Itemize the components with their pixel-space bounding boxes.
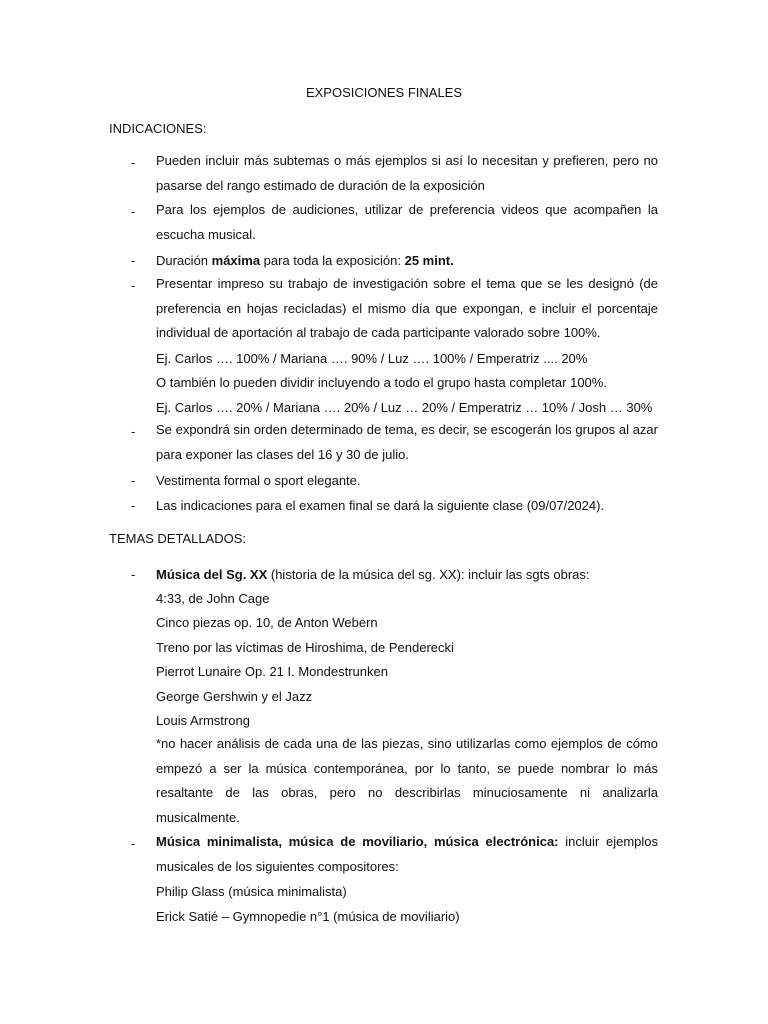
bullet-dash: - xyxy=(131,473,136,488)
indicacion-7: Las indicaciones para el examen final se dará la siguiente clase (09/07/2024). xyxy=(156,498,605,513)
indicacion-4: Presentar impreso su trabajo de investigación sobre el tema que se les designó (de preferencia en hojas recicladas) el mismo día que expongan, e incluir el porcentaje individual de aportación al trabajo de cada participante valorado sobre 100%. xyxy=(156,276,658,340)
tema-1-work: Cinco piezas op. 10, de Anton Webern xyxy=(156,615,378,630)
indicacion-5: Se expondrá sin orden determinado de tema, es decir, se escogerán los grupos al azar para exponer las clases del 16 y 30 de julio. xyxy=(156,422,658,462)
tema-1-desc: (historia de la música del sg. XX): incluir las sgts obras: xyxy=(267,567,590,582)
tema-1-work: George Gershwin y el Jazz xyxy=(156,689,313,704)
tema-2-desc: incluir ejemplos musicales de los siguientes compositores: xyxy=(156,834,659,874)
indicacion-3 xyxy=(156,252,658,270)
temas-heading: TEMAS DETALLADOS: xyxy=(109,531,247,546)
indicaciones-heading: INDICACIONES: xyxy=(109,121,207,136)
tema-1-work: Treno por las víctimas de Hiroshima, de Penderecki xyxy=(156,640,454,655)
bullet-dash: - xyxy=(131,567,136,582)
bullet-dash: - xyxy=(131,278,136,293)
duracion-valor: 25 mint. xyxy=(404,253,454,268)
bullet-dash: - xyxy=(131,204,136,219)
bullet-dash: - xyxy=(131,498,136,513)
indicacion-6: Vestimenta formal o sport elegante. xyxy=(156,473,361,488)
tema-2-work: Philip Glass (música minimalista) xyxy=(156,884,347,899)
bullet-dash: - xyxy=(131,253,136,268)
tema-1-note: *no hacer análisis de cada una de las piezas, sino utilizarlas como ejemplos de cómo empezó a ser la música contemporánea, por lo tanto, se puede nombrar lo más resaltante de las obras, pero no describirlas minuciosamente ni analizarla musicalmente. xyxy=(156,736,658,825)
tema-1-work: Louis Armstrong xyxy=(156,713,250,728)
ejemplo-porcentaje-1: Ej. Carlos …. 100% / Mariana …. 90% / Luz …. 100% / Emperatriz .... 20% xyxy=(156,351,588,366)
bullet-dash: - xyxy=(131,424,136,439)
bullet-dash: - xyxy=(131,836,136,851)
tema-1-title: Música del Sg. XX xyxy=(156,567,268,582)
tema-1-header xyxy=(156,566,658,584)
indicacion-2: Para los ejemplos de audiciones, utilizar de preferencia videos que acompañen la escucha musical. xyxy=(156,202,658,242)
duracion-mid: para toda la exposición: xyxy=(260,253,405,268)
indicacion-1: Pueden incluir más subtemas o más ejemplos si así lo necesitan y prefieren, pero no pasarse del rango estimado de duración de la exposición xyxy=(156,153,658,193)
ejemplo-porcentaje-2: Ej. Carlos …. 20% / Mariana …. 20% / Luz … 20% / Emperatriz … 10% / Josh … 30% xyxy=(156,400,653,415)
tema-1-work: Pierrot Lunaire Op. 21 I. Mondestrunken xyxy=(156,664,388,679)
document-title: EXPOSICIONES FINALES xyxy=(305,85,463,100)
duracion-maxima: máxima xyxy=(211,253,261,268)
tema-2-header xyxy=(156,830,658,879)
tema-2-title: Música minimalista, música de moviliario, música electrónica: xyxy=(156,834,559,849)
ejemplo-porcentaje-nota: O también lo pueden dividir incluyendo a todo el grupo hasta completar 100%. xyxy=(156,375,607,390)
bullet-dash: - xyxy=(131,155,136,170)
tema-1-work: 4:33, de John Cage xyxy=(156,591,270,606)
tema-2-work: Erick Satié – Gymnopedie n°1 (música de moviliario) xyxy=(156,909,460,924)
duracion-pre: Duración xyxy=(156,253,212,268)
